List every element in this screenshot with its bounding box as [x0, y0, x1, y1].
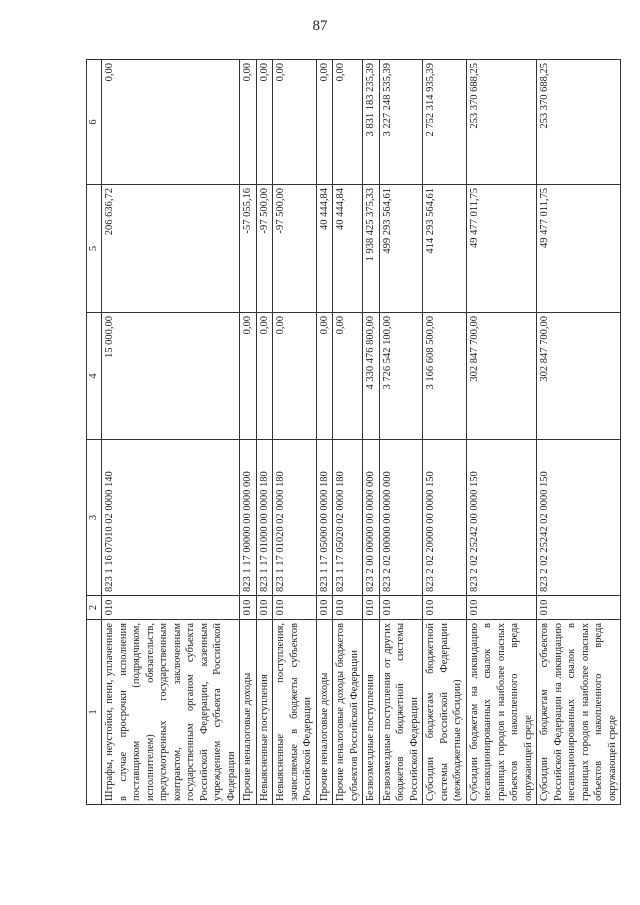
row-line-code-cell: 010 [466, 596, 537, 620]
row-remaining-cell: 0,00 [102, 60, 240, 185]
row-executed-cell: 40 444,84 [333, 185, 363, 313]
row-line-code-cell: 010 [537, 596, 621, 620]
row-remaining-cell: 253 370 688,25 [537, 60, 621, 185]
row-plan-cell: 302 847 700,00 [537, 313, 621, 440]
row-name-cell: Прочие неналоговые доходы [240, 620, 257, 805]
row-kbk-code-cell: 823 2 02 25242 00 0000 150 [466, 440, 537, 596]
header-col-5: 5 [87, 185, 102, 313]
row-name-cell: Невыясненные поступления, зачисляемые в бюджеты субъектов Российской Федерации [273, 620, 317, 805]
row-plan-cell: 0,00 [273, 313, 317, 440]
table-row [423, 60, 467, 805]
row-plan-cell: 302 847 700,00 [466, 313, 537, 440]
row-line-code-cell: 010 [316, 596, 333, 620]
row-executed-cell: 414 293 564,61 [423, 185, 467, 313]
row-kbk-code-cell: 823 1 17 00000 00 0000 000 [240, 440, 257, 596]
row-executed-cell: 40 444,84 [316, 185, 333, 313]
row-name-cell: Прочие неналоговые доходы [316, 620, 333, 805]
row-executed-cell: 206 636,72 [102, 185, 240, 313]
row-name-cell: Невыясненные поступления [256, 620, 273, 805]
row-executed-cell: 1 938 425 375,33 [363, 185, 380, 313]
row-plan-cell: 3 726 542 100,00 [379, 313, 423, 440]
row-kbk-code-cell: 823 1 17 05020 02 0000 180 [333, 440, 363, 596]
header-col-4: 4 [87, 313, 102, 440]
table-row [466, 60, 537, 805]
row-line-code-cell: 010 [363, 596, 380, 620]
row-remaining-cell: 2 752 314 935,39 [423, 60, 467, 185]
row-kbk-code-cell: 823 2 02 00000 00 0000 000 [379, 440, 423, 596]
row-executed-cell: -97 500,00 [256, 185, 273, 313]
row-plan-cell: 0,00 [333, 313, 363, 440]
table-row [316, 60, 333, 805]
table-row [256, 60, 273, 805]
row-name-cell: Субсидии бюджетам субъектов Российской Федерации на ликвидацию несанкционированных свалок в границах городов и наиболее опасных объектов накопленного вреда окружающей среде [537, 620, 621, 805]
row-kbk-code-cell: 823 2 02 25242 02 0000 150 [537, 440, 621, 596]
table-row [537, 60, 621, 805]
row-name-cell: Субсидии бюджетам бюджетной системы Российской Федерации (межбюджетные субсидии) [423, 620, 467, 805]
header-col-2: 2 [87, 596, 102, 620]
row-kbk-code-cell: 823 1 17 01020 02 0000 180 [273, 440, 317, 596]
row-plan-cell: 0,00 [240, 313, 257, 440]
row-remaining-cell: 253 370 688,25 [466, 60, 537, 185]
row-remaining-cell: 0,00 [333, 60, 363, 185]
row-kbk-code-cell: 823 1 17 05000 00 0000 180 [316, 440, 333, 596]
row-plan-cell: 3 166 608 500,00 [423, 313, 467, 440]
row-kbk-code-cell: 823 2 00 00000 00 0000 000 [363, 440, 380, 596]
row-remaining-cell: 3 831 183 235,39 [363, 60, 380, 185]
row-line-code-cell: 010 [240, 596, 257, 620]
header-col-1: 1 [87, 620, 102, 805]
row-kbk-code-cell: 823 1 17 01000 00 0000 180 [256, 440, 273, 596]
row-line-code-cell: 010 [423, 596, 467, 620]
row-executed-cell: -57 055,16 [240, 185, 257, 313]
row-name-cell: Прочие неналоговые доходы бюджетов субъектов Российской Федерации [333, 620, 363, 805]
row-line-code-cell: 010 [102, 596, 240, 620]
row-remaining-cell: 0,00 [273, 60, 317, 185]
budget-table [86, 59, 621, 805]
table-row [333, 60, 363, 805]
table-row [379, 60, 423, 805]
row-plan-cell: 15 000,00 [102, 313, 240, 440]
rotated-table-container [86, 60, 618, 805]
row-line-code-cell: 010 [273, 596, 317, 620]
row-executed-cell: 499 293 564,61 [379, 185, 423, 313]
row-name-cell: Безвозмездные поступления [363, 620, 380, 805]
row-executed-cell: 49 477 011,75 [466, 185, 537, 313]
row-name-cell: Безвозмездные поступления от других бюджетов бюджетной системы Российской Федерации [379, 620, 423, 805]
row-executed-cell: -97 500,00 [273, 185, 317, 313]
row-kbk-code-cell: 823 2 02 20000 00 0000 150 [423, 440, 467, 596]
row-remaining-cell: 0,00 [256, 60, 273, 185]
row-line-code-cell: 010 [256, 596, 273, 620]
row-remaining-cell: 0,00 [316, 60, 333, 185]
table-row [363, 60, 380, 805]
header-row [87, 60, 102, 805]
row-plan-cell: 0,00 [256, 313, 273, 440]
row-line-code-cell: 010 [379, 596, 423, 620]
row-line-code-cell: 010 [333, 596, 363, 620]
row-remaining-cell: 0,00 [240, 60, 257, 185]
table-row [273, 60, 317, 805]
header-col-6: 6 [87, 60, 102, 185]
table-row [240, 60, 257, 805]
row-kbk-code-cell: 823 1 16 07010 02 0000 140 [102, 440, 240, 596]
row-plan-cell: 4 330 476 800,00 [363, 313, 380, 440]
table-row [102, 60, 240, 805]
row-plan-cell: 0,00 [316, 313, 333, 440]
row-name-cell: Штрафы, неустойки, пени, уплаченные в случае просрочки исполнения поставщиком (подрядчиком, исполнителем) обязательств, предусмотренных государственным контрактом, заключенным государственным органом субъекта Российской Федерации, казенным учреждением субъекта Российской Федерации [102, 620, 240, 805]
header-col-3: 3 [87, 440, 102, 596]
page-number: 87 [312, 18, 328, 34]
row-remaining-cell: 3 227 248 535,39 [379, 60, 423, 185]
row-executed-cell: 49 477 011,75 [537, 185, 621, 313]
row-name-cell: Субсидии бюджетам на ликвидацию несанкционированных свалок в границах городов и наиболее опасных объектов накопленного вреда окружающей среде [466, 620, 537, 805]
